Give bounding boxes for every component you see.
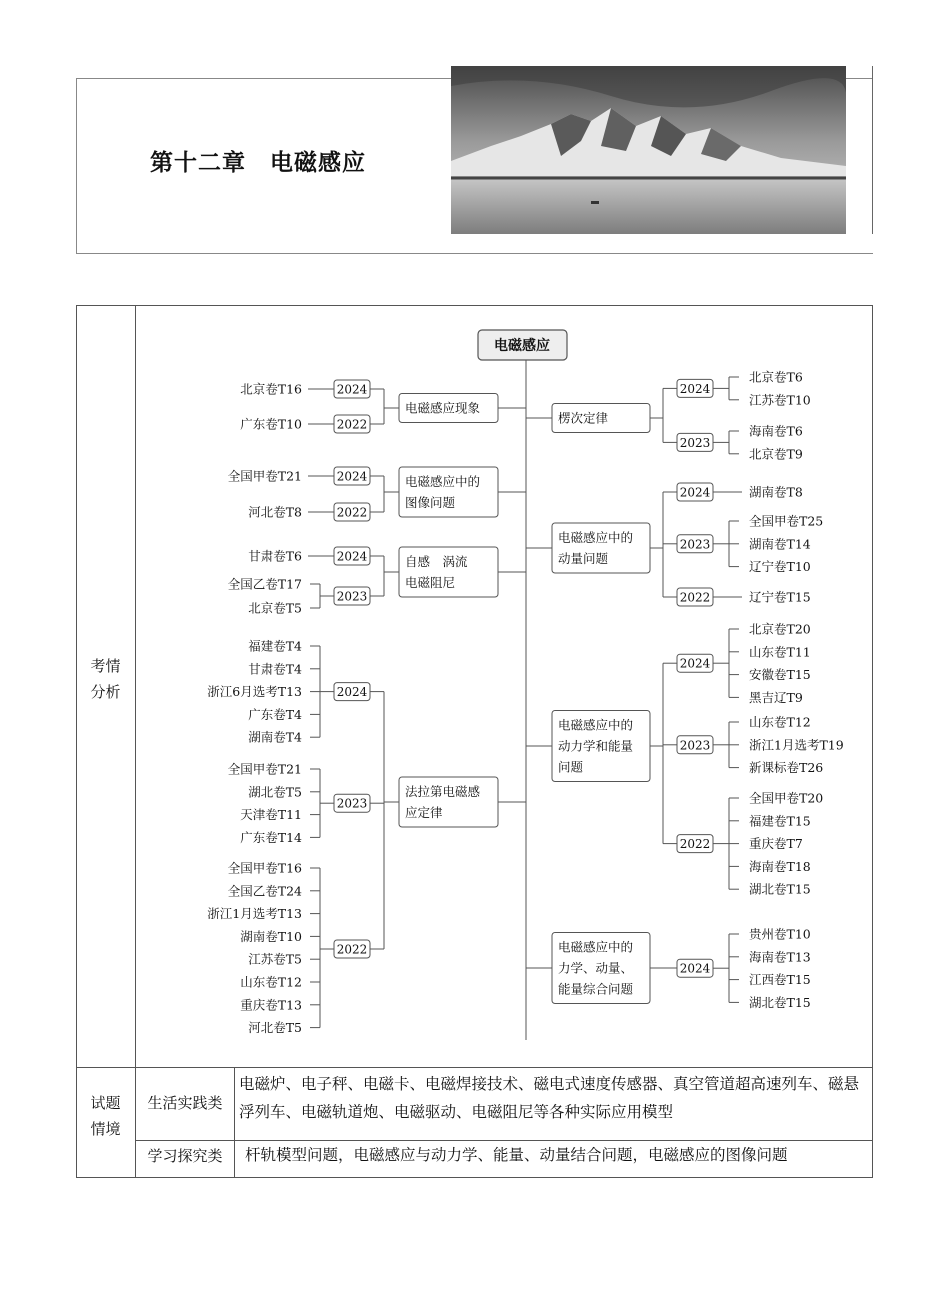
- exam-item: 浙江6月选考T13: [207, 684, 302, 700]
- exam-item: 北京卷T20: [749, 621, 811, 637]
- year-label: 2024: [336, 685, 368, 700]
- exam-item: 辽宁卷T15: [749, 589, 811, 605]
- topic-label: 动量问题: [558, 551, 609, 566]
- exam-item: 新课标卷T26: [749, 760, 824, 776]
- exam-item: 全国甲卷T16: [227, 860, 302, 876]
- year-label: 2022: [336, 417, 368, 432]
- year-label: 2023: [679, 537, 711, 552]
- exam-item: 湖南卷T14: [749, 536, 811, 552]
- topic-label: 应定律: [405, 805, 443, 820]
- year-label: 2023: [679, 738, 711, 753]
- topic-label: 电磁感应中的: [558, 717, 634, 733]
- exam-item: 浙江1月选考T19: [749, 737, 844, 753]
- exam-item: 天津卷T11: [240, 807, 302, 823]
- chapter-title: 第十二章 电磁感应: [150, 150, 366, 176]
- exam-item: 全国甲卷T25: [749, 513, 824, 529]
- exam-item: 全国甲卷T20: [749, 790, 824, 806]
- analysis-label: 考情 分析: [90, 657, 121, 701]
- exam-item: 浙江1月选考T13: [207, 906, 302, 922]
- exam-item: 全国甲卷T21: [227, 761, 302, 777]
- root-label: 电磁感应: [494, 338, 550, 354]
- year-label: 2022: [336, 942, 368, 957]
- exam-item: 全国甲卷T21: [227, 468, 302, 484]
- exam-item: 湖北卷T15: [749, 881, 811, 897]
- exam-item: 广东卷T14: [240, 829, 302, 845]
- year-label: 2023: [336, 796, 368, 811]
- exam-item: 海南卷T6: [749, 423, 803, 439]
- exam-item: 湖南卷T10: [240, 928, 302, 944]
- exam-item: 辽宁卷T10: [749, 559, 811, 575]
- exam-item: 广东卷T10: [240, 416, 302, 432]
- exam-item: 海南卷T18: [749, 858, 811, 874]
- row-content: 电磁炉、电子秤、电磁卡、电磁焊接技术、磁电式速度传感器、真空管道超高速列车、磁悬浮列车、电磁轨道炮、电磁驱动、电磁阻尼等各种实际应用模型: [239, 1075, 860, 1121]
- exam-item: 湖北卷T15: [749, 994, 811, 1010]
- exam-item: 湖北卷T5: [248, 784, 302, 800]
- exam-item: 黑吉辽T9: [749, 689, 803, 705]
- exam-item: 福建卷T4: [248, 638, 302, 654]
- exam-item: 湖南卷T4: [248, 729, 302, 745]
- year-label: 2022: [336, 505, 368, 520]
- exam-item: 江苏卷T10: [749, 392, 811, 408]
- exam-item: 山东卷T12: [240, 974, 302, 990]
- topic-label: 能量综合问题: [558, 981, 634, 997]
- topic-label: 法拉第电磁感: [405, 784, 481, 799]
- exam-item: 江西卷T15: [749, 972, 811, 988]
- year-label: 2024: [679, 485, 711, 500]
- exam-item: 江苏卷T5: [248, 951, 302, 967]
- topic-label: 自感 涡流: [405, 554, 468, 569]
- exam-item: 海南卷T13: [749, 949, 811, 965]
- row-content: 杆轨模型问题，电磁感应与动力学、能量、动量结合问题，电磁感应的图像问题: [245, 1146, 788, 1164]
- topic-label: 电磁感应中的: [558, 939, 634, 955]
- exam-item: 北京卷T16: [240, 381, 302, 397]
- exam-item: 山东卷T12: [749, 714, 811, 730]
- topic-label: 电磁阻尼: [405, 575, 456, 590]
- context-label: 试题 情境: [90, 1094, 121, 1138]
- topic-label: 力学、动量、: [558, 960, 634, 976]
- year-label: 2024: [679, 961, 711, 976]
- exam-item: 全国乙卷T17: [227, 576, 302, 592]
- year-label: 2023: [336, 589, 368, 604]
- exam-item: 甘肃卷T6: [248, 548, 302, 564]
- exam-item: 北京卷T6: [749, 369, 803, 385]
- topic-label: 电磁感应中的: [405, 474, 481, 489]
- topic-label: 问题: [558, 759, 584, 775]
- topic-label: 楞次定律: [558, 410, 609, 426]
- year-label: 2024: [679, 656, 711, 671]
- exam-item: 北京卷T9: [749, 446, 803, 462]
- exam-item: 山东卷T11: [749, 644, 811, 660]
- topic-label: 图像问题: [405, 495, 456, 510]
- topic-label: 电磁感应中的: [558, 530, 634, 545]
- year-label: 2022: [679, 837, 711, 852]
- year-label: 2024: [679, 381, 711, 396]
- exam-item: 广东卷T4: [248, 706, 302, 722]
- exam-item: 全国乙卷T24: [227, 883, 302, 899]
- exam-item: 重庆卷T13: [240, 997, 302, 1013]
- exam-item: 北京卷T5: [248, 600, 302, 616]
- exam-item: 重庆卷T7: [749, 836, 803, 852]
- exam-item: 甘肃卷T4: [248, 661, 302, 677]
- row-category: 生活实践类: [147, 1094, 223, 1112]
- topic-label: 电磁感应现象: [405, 400, 481, 416]
- exam-item: 安徽卷T15: [749, 667, 811, 683]
- exam-item: 湖南卷T8: [749, 484, 803, 500]
- year-label: 2024: [336, 469, 368, 484]
- exam-item: 福建卷T15: [749, 813, 811, 829]
- year-label: 2024: [336, 382, 368, 397]
- year-label: 2023: [679, 435, 711, 450]
- year-label: 2022: [679, 590, 711, 605]
- topic-label: 动力学和能量: [558, 738, 634, 754]
- exam-item: 贵州卷T10: [749, 926, 811, 942]
- row-category: 学习探究类: [147, 1147, 223, 1165]
- exam-item: 河北卷T8: [248, 504, 302, 520]
- exam-item: 河北卷T5: [248, 1020, 302, 1036]
- year-label: 2024: [336, 549, 368, 564]
